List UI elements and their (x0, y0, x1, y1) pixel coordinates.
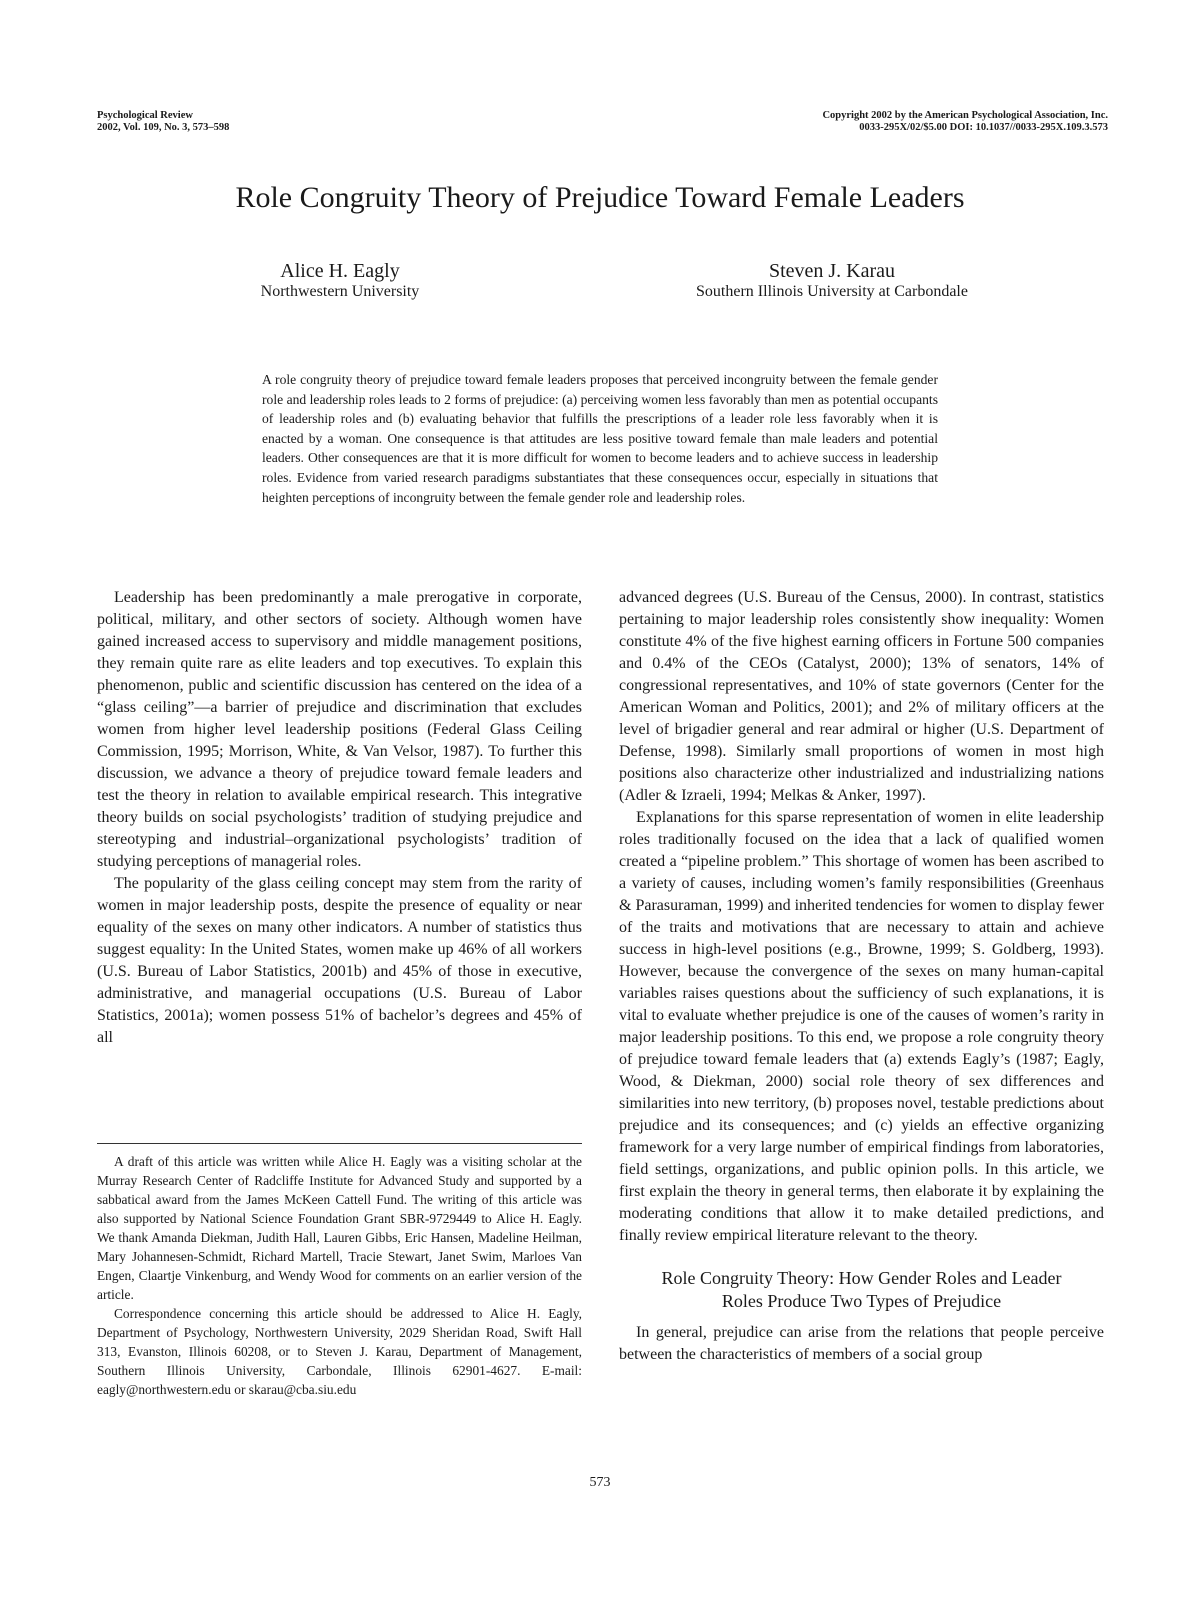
section-heading (619, 1267, 1104, 1313)
body-paragraph: Leadership has been predominantly a male prerogative in corporate, political, military, and other sectors of society. Although women have gained increased access to supervisory and middle management positions, they remain quite rare as elite leaders and top executives. To explain this phenomenon, public and scientific discussion has centered on the idea of a “glass ceiling”—a barrier of prejudice and discrimination that excludes women from higher level leadership positions (Federal Glass Ceiling Commission, 1995; Morrison, White, & Van Velsor, 1987). To further this discussion, we advance a theory of prejudice toward female leaders and test the theory in relation to available empirical research. This integrative theory builds on social psychologists’ tradition of studying prejudice and stereotyping and industrial–organizational psychologists’ tradition of studying perceptions of managerial roles. (97, 589, 582, 870)
body-paragraph: The popularity of the glass ceiling concept may stem from the rarity of women in major leadership posts, despite the presence of equality or near equality of the sexes on many other indicators. A number of statistics thus suggest equality: In the United States, women make up 46% of all workers (U.S. Bureau of Labor Statistics, 2001b) and 45% of those in executive, administrative, and managerial occupations (U.S. Bureau of Labor Statistics, 2001a); women possess 51% of bachelor’s degrees and 45% of all (97, 875, 582, 1046)
body-paragraph: In general, prejudice can arise from the relations that people perceive between the characteristics of members of a social group (619, 1324, 1104, 1363)
footnotes (97, 1152, 582, 1399)
footnote-correspondence: Correspondence concerning this article should be addressed to Alice H. Eagly, Department of Psychology, Northwestern University, 2029 Sheridan Road, Swift Hall 313, Evanston, Illinois 60208, or to Steven J. Karau, Department of Management, Southern Illinois University, Carbondale, Illinois 62901-4627. E-mail: eagly@northwestern.edu or skarau@cba.siu.edu (97, 1306, 582, 1397)
author-affiliation: Northwestern University (260, 283, 420, 300)
page-number: 573 (589, 1475, 611, 1490)
doi-line: 0033-295X/02/$5.00 DOI: 10.1037//0033-295X.109.3.573 (859, 122, 1108, 133)
footnote-acknowledgment: A draft of this article was written while Alice H. Eagly was a visiting scholar at the Murray Research Center of Radcliffe Institute for Advanced Study and supported by a sabbatical award from the James McKeen Cattell Fund. The writing of this article was also supported by National Science Foundation Grant SBR-9729449 to Alice H. Eagly. We thank Amanda Diekman, Judith Hall, Lauren Gibbs, Eric Hansen, Madeline Heilman, Mary Johannesen-Schmidt, Richard Martell, Tracie Stewart, Janet Swim, Marloes Van Engen, Claartje Vinkenburg, and Wendy Wood for comments on an earlier version of the article. (97, 1154, 582, 1302)
footnote-divider (97, 1143, 582, 1144)
journal-header-right (822, 110, 1108, 134)
author-name: Alice H. Eagly (280, 260, 400, 282)
author-block-2 (622, 260, 1042, 302)
journal-volume: 2002, Vol. 109, No. 3, 573–598 (97, 122, 230, 133)
body-paragraph: Explanations for this sparse representation of women in elite leadership roles traditionally focused on the idea that a lack of qualified women created a “pipeline problem.” This shortage of women has been ascribed to a variety of causes, including women’s family responsibilities (Greenhaus & Parasuraman, 1999) and inherited tendencies for women to display fewer of the traits and motivations that are necessary to attain and achieve success in high-level positions (e.g., Browne, 1999; S. Goldberg, 1993). However, because the convergence of the sexes on many human-capital variables raises questions about the sufficiency of such explanations, it is vital to evaluate whether prejudice is one of the causes of women’s rarity in major leadership positions. To this end, we propose a role congruity theory of prejudice toward female leaders that (a) extends Eagly’s (1987; Eagly, Wood, & Diekman, 2000) social role theory of sex differences and similarities into new territory, (b) proposes novel, testable predictions about prejudice and its consequences; and (c) yields an effective organizing framework for a very large number of empirical findings from laboratories, field settings, organizations, and public opinion polls. In this article, we first explain the theory in general terms, then elaborate it by explaining the moderating conditions that allow it to make detailed predictions, and finally review empirical literature relevant to the theory. (619, 809, 1104, 1244)
author-affiliation: Southern Illinois University at Carbondale (696, 283, 968, 300)
abstract: A role congruity theory of prejudice toward female leaders proposes that perceived incongruity between the female gender role and leadership roles leads to 2 forms of prejudice: (a) perceiving women less favorably than men as potential occupants of leadership roles and (b) evaluating behavior that fulfills the prescriptions of a leader role less favorably when it is enacted by a woman. One consequence is that attitudes are less positive toward female than male leaders and potential leaders. Other consequences are that it is more difficult for women to become leaders and to achieve success in leadership roles. Evidence from varied research paradigms substantiates that these consequences occur, especially in situations that heighten perceptions of incongruity between the female gender role and leadership roles. (262, 372, 938, 505)
journal-name: Psychological Review (97, 110, 193, 121)
section-heading-line: Roles Produce Two Types of Prejudice (721, 1291, 1002, 1311)
left-column (97, 587, 582, 1049)
body-paragraph: advanced degrees (U.S. Bureau of the Census, 2000). In contrast, statistics pertaining to major leadership roles consistently show inequality: Women constitute 4% of the five highest earning officers in Fortune 500 companies and 0.4% of the CEOs (Catalyst, 2000); 13% of senators, 14% of congressional representatives, and 10% of state governors (Center for the American Woman and Politics, 2001); and 2% of military officers at the level of brigadier general and rear admiral or higher (U.S. Department of Defense, 1998). Similarly small proportions of women in most high positions also characterize other industrialized and industrializing nations (Adler & Izraeli, 1994; Melkas & Anker, 1997). (619, 589, 1104, 804)
copyright-line: Copyright 2002 by the American Psychological Association, Inc. (822, 110, 1108, 121)
author-block-1 (130, 260, 550, 302)
journal-header-left (97, 110, 229, 134)
article-title: Role Congruity Theory of Prejudice Toward Female Leaders (235, 181, 965, 214)
author-name: Steven J. Karau (768, 260, 896, 282)
section-heading-line: Role Congruity Theory: How Gender Roles and Leader (661, 1268, 1062, 1288)
right-column (619, 587, 1104, 1366)
